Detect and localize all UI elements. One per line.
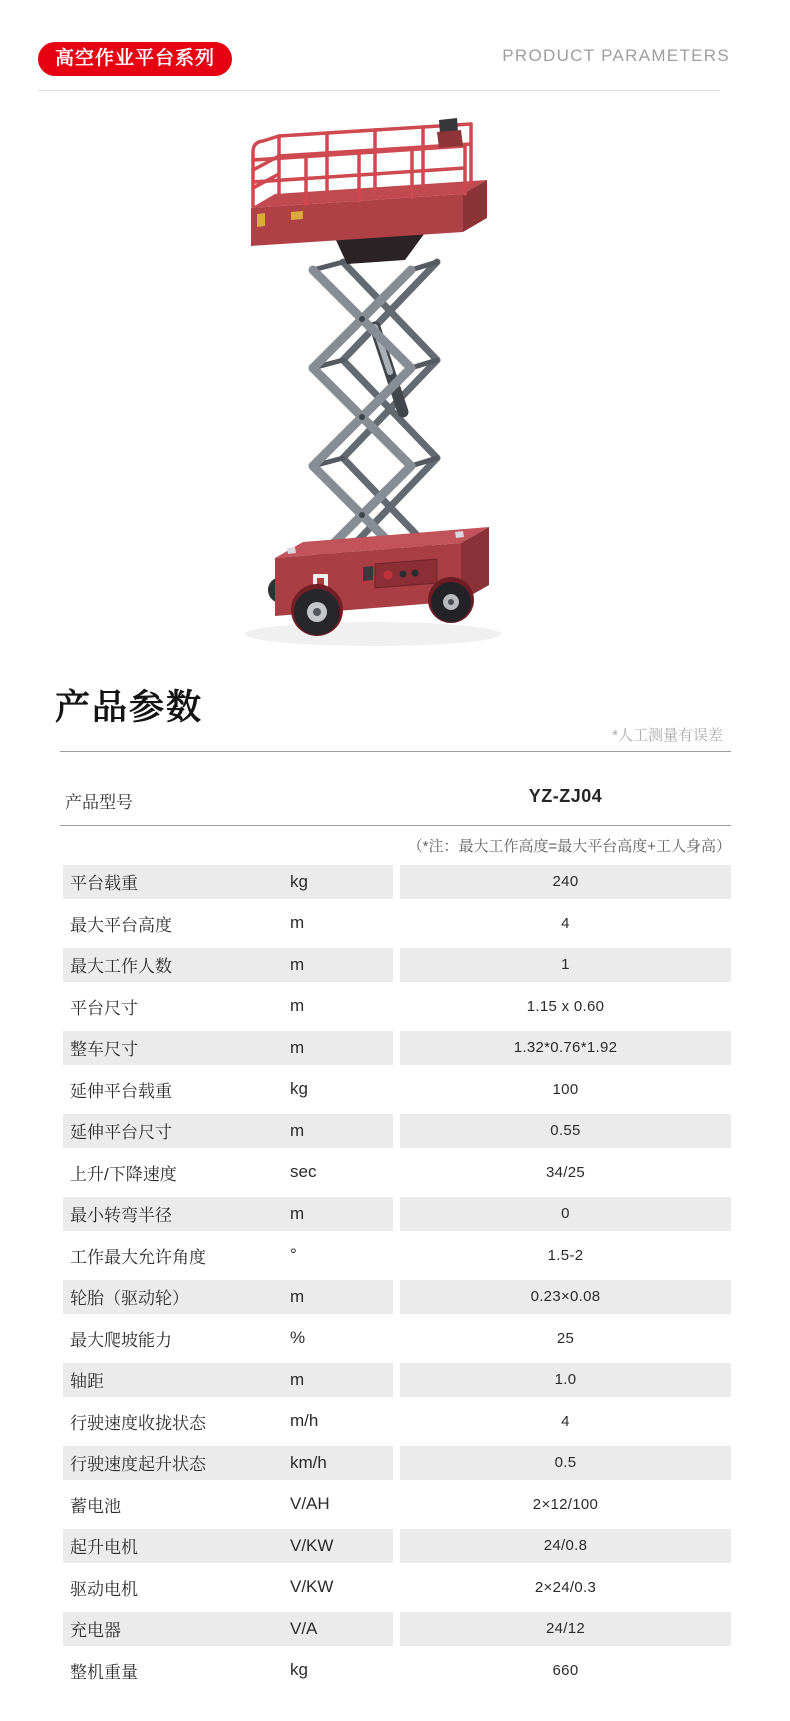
spec-label: 轴距 xyxy=(70,1372,104,1392)
spec-label: 最小转弯半径 xyxy=(70,1206,172,1226)
spec-unit: m xyxy=(290,996,305,1016)
spec-label: 最大工作人数 xyxy=(70,957,172,977)
spec-row-left-cell xyxy=(63,1525,393,1567)
spec-unit: ° xyxy=(290,1245,297,1265)
spec-unit: m xyxy=(290,913,305,933)
spec-row-value-cell xyxy=(400,1276,731,1318)
spec-row-value-cell xyxy=(400,1359,731,1401)
model-value: YZ-ZJ04 xyxy=(528,786,603,806)
spec-row xyxy=(63,1650,731,1692)
spec-row xyxy=(63,1567,731,1609)
spec-row-value-cell xyxy=(400,1401,731,1443)
spec-row-left-cell xyxy=(63,944,393,986)
spec-row xyxy=(63,1525,731,1567)
spec-value: 1.5-2 xyxy=(547,1246,584,1264)
spec-row-left-cell xyxy=(63,1567,393,1609)
spec-unit: V/A xyxy=(290,1618,318,1638)
spec-value: 1.15 x 0.60 xyxy=(526,997,605,1015)
spec-row xyxy=(63,1442,731,1484)
spec-unit: m xyxy=(290,1286,305,1306)
spec-row-value-cell xyxy=(400,1069,731,1111)
spec-row-left-cell xyxy=(63,1318,393,1360)
spec-row-value-cell xyxy=(400,1525,731,1567)
spec-value: 0.5 xyxy=(554,1454,577,1472)
spec-row-left-cell xyxy=(63,1608,393,1650)
spec-row-value-cell xyxy=(400,1608,731,1650)
spec-row xyxy=(63,1069,731,1111)
spec-label: 最大爬坡能力 xyxy=(70,1330,172,1350)
spec-row-left-cell xyxy=(63,1359,393,1401)
spec-label: 最大平台高度 xyxy=(70,915,172,935)
spec-row-value-cell xyxy=(400,1442,731,1484)
table-note: （*注：最大工作高度=最大平台高度+工人身高） xyxy=(407,838,731,855)
series-badge: 高空作业平台系列 xyxy=(38,42,232,76)
spec-row-left-cell xyxy=(63,861,393,903)
spec-row-value-cell xyxy=(400,1027,731,1069)
spec-label: 整车尺寸 xyxy=(70,1040,138,1060)
spec-value: 1.32*0.76*1.92 xyxy=(513,1039,618,1057)
spec-unit: V/KW xyxy=(290,1535,334,1555)
spec-label: 平台尺寸 xyxy=(70,998,138,1018)
spec-row-value-cell xyxy=(400,1193,731,1235)
spec-row-left-cell xyxy=(63,903,393,945)
section-divider-bottom xyxy=(60,825,731,826)
spec-label: 蓄电池 xyxy=(70,1496,121,1516)
spec-row xyxy=(63,1401,731,1443)
section-divider-top xyxy=(60,751,731,752)
spec-row xyxy=(63,1027,731,1069)
spec-value: 24/12 xyxy=(545,1620,586,1638)
spec-row-left-cell xyxy=(63,1442,393,1484)
spec-row xyxy=(63,1193,731,1235)
spec-unit: V/KW xyxy=(290,1577,334,1597)
spec-label: 上升/下降速度 xyxy=(70,1164,177,1184)
spec-row xyxy=(63,986,731,1028)
spec-label: 行驶速度收拢状态 xyxy=(70,1413,206,1433)
spec-row-value-cell xyxy=(400,1110,731,1152)
spec-row-value-cell xyxy=(400,903,731,945)
spec-unit: km/h xyxy=(290,1452,327,1472)
spec-unit: m xyxy=(290,1037,305,1057)
spec-unit: m xyxy=(290,1203,305,1223)
spec-value: 34/25 xyxy=(545,1163,586,1181)
spec-row xyxy=(63,1110,731,1152)
spec-label: 整机重量 xyxy=(70,1662,138,1682)
spec-label: 延伸平台载重 xyxy=(70,1081,172,1101)
spec-unit: m xyxy=(290,1120,305,1140)
spec-row xyxy=(63,1152,731,1194)
spec-table xyxy=(63,861,731,1691)
spec-value: 4 xyxy=(561,914,570,932)
spec-row xyxy=(63,1608,731,1650)
spec-label: 行驶速度起升状态 xyxy=(70,1455,206,1475)
spec-unit: m/h xyxy=(290,1411,319,1431)
spec-label: 平台载重 xyxy=(70,874,138,894)
spec-row-value-cell xyxy=(400,1484,731,1526)
spec-row xyxy=(63,1318,731,1360)
spec-row-left-cell xyxy=(63,1152,393,1194)
measure-note: *人工测量有误差 xyxy=(612,727,723,744)
header-divider xyxy=(38,90,720,91)
spec-value: 2×12/100 xyxy=(532,1495,599,1513)
spec-row xyxy=(63,861,731,903)
spec-unit: kg xyxy=(290,871,308,891)
spec-value: 100 xyxy=(552,1080,579,1098)
spec-value: 1.0 xyxy=(554,1371,577,1389)
spec-label: 驱动电机 xyxy=(70,1579,138,1599)
spec-label: 延伸平台尺寸 xyxy=(70,1123,172,1143)
spec-row xyxy=(63,1276,731,1318)
spec-label: 工作最大允许角度 xyxy=(70,1247,206,1267)
spec-label: 轮胎（驱动轮） xyxy=(70,1289,189,1309)
spec-row xyxy=(63,1359,731,1401)
spec-value: 0 xyxy=(561,1205,570,1223)
spec-row xyxy=(63,1235,731,1277)
spec-unit: % xyxy=(290,1328,306,1348)
spec-unit: sec xyxy=(290,1162,317,1182)
spec-value: 1 xyxy=(561,956,570,974)
spec-row-value-cell xyxy=(400,944,731,986)
scissor-lift-image xyxy=(225,112,520,652)
spec-label: 起升电机 xyxy=(70,1538,138,1558)
spec-value: 0.23×0.08 xyxy=(530,1288,601,1306)
spec-unit: m xyxy=(290,954,305,974)
spec-row-left-cell xyxy=(63,1650,393,1692)
spec-row-value-cell xyxy=(400,1650,731,1692)
spec-unit: kg xyxy=(290,1660,308,1680)
spec-row-left-cell xyxy=(63,1484,393,1526)
spec-row-value-cell xyxy=(400,1567,731,1609)
spec-row-left-cell xyxy=(63,986,393,1028)
product-parameters-label: PRODUCT PARAMETERS xyxy=(502,46,730,65)
spec-row-left-cell xyxy=(63,1235,393,1277)
spec-row xyxy=(63,944,731,986)
spec-row-left-cell xyxy=(63,1401,393,1443)
spec-label: 充电器 xyxy=(70,1621,121,1641)
spec-row-value-cell xyxy=(400,986,731,1028)
spec-value: 4 xyxy=(561,1412,570,1430)
spec-value: 0.55 xyxy=(550,1122,581,1140)
spec-row-left-cell xyxy=(63,1276,393,1318)
section-title: 产品参数 xyxy=(55,688,204,727)
spec-row-left-cell xyxy=(63,1110,393,1152)
spec-row-left-cell xyxy=(63,1193,393,1235)
spec-value: 24/0.8 xyxy=(543,1537,588,1555)
spec-value: 660 xyxy=(552,1661,579,1679)
spec-row-value-cell xyxy=(400,1235,731,1277)
spec-unit: kg xyxy=(290,1079,308,1099)
spec-row-value-cell xyxy=(400,861,731,903)
spec-value: 2×24/0.3 xyxy=(534,1578,597,1596)
model-label: 产品型号 xyxy=(65,793,133,812)
spec-row-left-cell xyxy=(63,1069,393,1111)
spec-row xyxy=(63,1484,731,1526)
spec-row xyxy=(63,903,731,945)
spec-row-left-cell xyxy=(63,1027,393,1069)
spec-unit: m xyxy=(290,1369,305,1389)
spec-unit: V/AH xyxy=(290,1494,330,1514)
spec-row-value-cell xyxy=(400,1318,731,1360)
spec-value: 25 xyxy=(556,1329,575,1347)
spec-row-value-cell xyxy=(400,1152,731,1194)
spec-value: 240 xyxy=(552,873,579,891)
